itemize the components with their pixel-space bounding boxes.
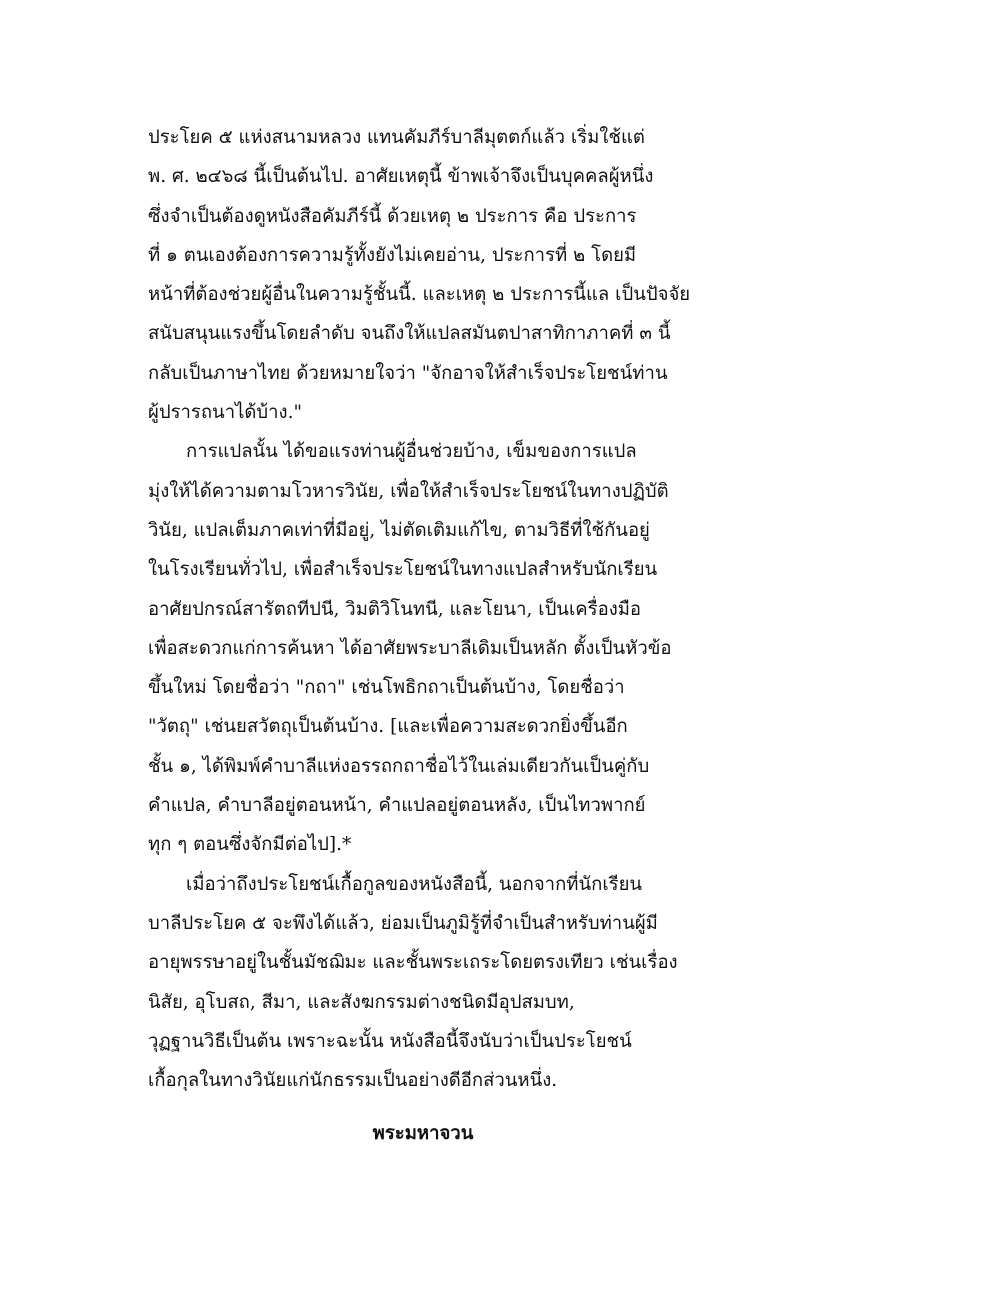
text-line: เกื้อกุลในทางวินัยแก่นักธรรมเป็นอย่างดีอีกส่วนหนึ่ง. <box>148 1070 558 1092</box>
text-line: มุ่งให้ได้ความตามโวหารวินัย, เพื่อให้สำเร็จประโยชน์ในทางปฏิบัติ <box>148 480 669 502</box>
text-line: ที่ ๑ ตนเองต้องการความรู้ทั้งยังไม่เคยอ่าน, ประการที่ ๒ โดยมี <box>148 244 637 266</box>
text-line: สนับสนุนแรงขึ้นโดยลำดับ จนถึงให้แปลสมันตปาสาทิกาภาคที่ ๓ นี้ <box>148 323 671 345</box>
text-line: ประโยค ๕ แห่งสนามหลวง แทนคัมภีร์บาลีมุตตก์แล้ว เริ่มใช้แต่ <box>148 127 645 148</box>
text-line: ในโรงเรียนทั่วไป, เพื่อสำเร็จประโยชน์ในทางแปลสำหรับนักเรียน <box>148 559 658 581</box>
text-line: กลับเป็นภาษาไทย ด้วยหมายใจว่า "จักอาจให้สำเร็จประโยชน์ท่าน <box>148 362 668 384</box>
text-line: อาศัยปกรณ์สารัตถทีปนี, วิมติวิโนทนี, และโยนา, เป็นเครื่องมือ <box>148 598 642 620</box>
text-line: บาลีประโยค ๕ จะพึงได้แล้ว, ย่อมเป็นภูมิรู้ที่จำเป็นสำหรับท่านผู้มี <box>148 912 658 934</box>
text-line: ซึ่งจำเป็นต้องดูหนังสือคัมภีร์นี้ ด้วยเหตุ ๒ ประการ คือ ประการ <box>148 205 637 227</box>
text-line: ทุก ๆ ตอนซึ่งจักมีต่อไป].* <box>148 834 352 856</box>
text-line: ขึ้นใหม่ โดยชื่อว่า "กถา" เช่นโพธิกถาเป็นต้นบ้าง, โดยชื่อว่า <box>148 677 625 699</box>
text-line: "วัตถุ" เช่นยสวัตถุเป็นต้นบ้าง. [และเพื่อความสะดวกยิ่งขึ้นอีก <box>148 716 628 738</box>
text-line: ชั้น ๑, ได้พิมพ์คำบาลีแห่งอรรถกถาชื่อไว้ในเล่มเดียวกันเป็นคู่กับ <box>148 755 650 777</box>
text-line: ผู้ปรารถนาได้บ้าง." <box>148 402 302 424</box>
text-line: เพื่อสะดวกแก่การค้นหา ได้อาศัยพระบาลีเดิมเป็นหลัก ตั้งเป็นหัวข้อ <box>148 637 672 659</box>
text-line: อายุพรรษาอยู่ในชั้นมัชฌิมะ และชั้นพระเถระโดยตรงเทียว เช่นเรื่อง <box>148 952 678 974</box>
author-signature: พระมหาจวน <box>372 1123 474 1144</box>
text-line: หน้าที่ต้องช่วยผู้อื่นในความรู้ชั้นนี้. และเหตุ ๒ ประการนี้แล เป็นปัจจัย <box>148 284 691 306</box>
text-line: นิสัย, อุโบสถ, สีมา, และสังฆกรรมต่างชนิดมีอุปสมบท, <box>148 991 575 1013</box>
text-line: พ. ศ. ๒๔๖๘ นี้เป็นต้นไป. อาศัยเหตุนี้ ข้าพเจ้าจึงเป็นบุคคลผู้หนึ่ง <box>148 166 654 188</box>
paragraph-start-line: เมื่อว่าถึงประโยชน์เกื้อกูลของหนังสือนี้, นอกจากที่นักเรียน <box>186 873 643 895</box>
body-text <box>148 118 728 1100</box>
text-line: วินัย, แปลเต็มภาคเท่าที่มีอยู่, ไม่ตัดเติมแก้ไข, ตามวิธีที่ใช้กันอยู่ <box>148 519 650 541</box>
paragraph-start-line: การแปลนั้น ได้ขอแรงท่านผู้อื่นช่วยบ้าง, เข็มของการแปล <box>186 441 637 463</box>
text-line: คำแปล, คำบาลีอยู่ตอนหน้า, คำแปลอยู่ตอนหลัง, เป็นไทวพากย์ <box>148 795 646 817</box>
text-line: วุฏฐานวิธีเป็นต้น เพราะฉะนั้น หนังสือนี้จึงนับว่าเป็นประโยชน์ <box>148 1030 632 1052</box>
